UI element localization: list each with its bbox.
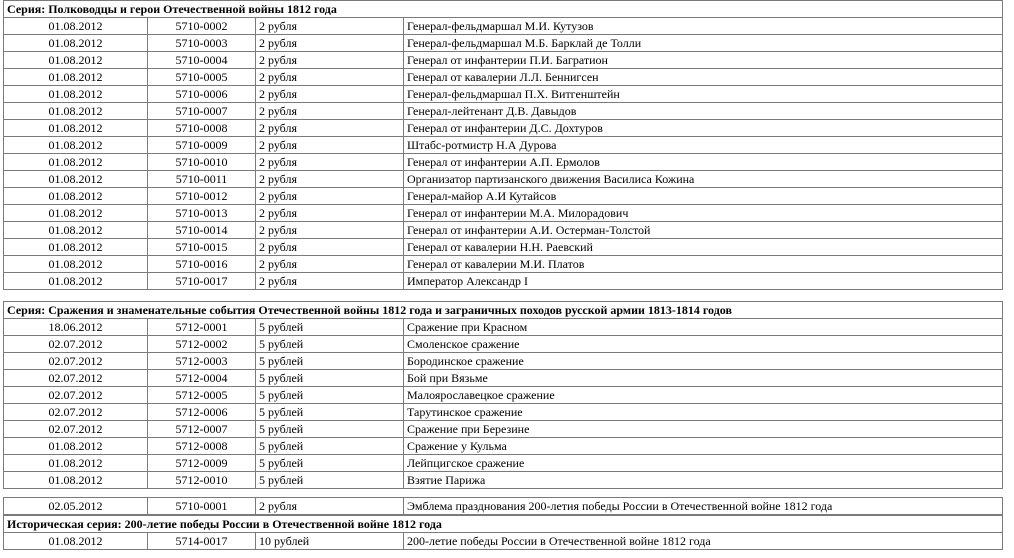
series-header-row: [4, 516, 1003, 533]
denomination-cell: 2 рубля: [256, 35, 404, 52]
coin-name-cell: Взятие Парижа: [404, 472, 1003, 489]
issue-date-cell: 01.08.2012: [4, 18, 148, 35]
issue-date-cell: 01.08.2012: [4, 438, 148, 455]
table-row: [4, 472, 1003, 489]
issue-date-cell: 01.08.2012: [4, 154, 148, 171]
table-row: [4, 256, 1003, 273]
table-row: [4, 137, 1003, 154]
denomination-cell: 5 рублей: [256, 319, 404, 336]
coin-name-cell: Генерал от инфантерии П.И. Багратион: [404, 52, 1003, 69]
series-table: [3, 0, 1003, 290]
series-title: Историческая серия: 200-летие победы России в Отечественной войне 1812 года: [4, 516, 1003, 533]
catalog-number-cell: 5712-0002: [148, 336, 256, 353]
issue-date-cell: 01.08.2012: [4, 472, 148, 489]
issue-date-cell: 01.08.2012: [4, 120, 148, 137]
catalog-number-cell: 5710-0015: [148, 239, 256, 256]
coin-name-cell: Генерал от кавалерии М.И. Платов: [404, 256, 1003, 273]
coin-name-cell: Генерал-фельдмаршал П.Х. Витгенштейн: [404, 86, 1003, 103]
catalog-number-cell: 5710-0011: [148, 171, 256, 188]
issue-date-cell: 02.07.2012: [4, 336, 148, 353]
issue-date-cell: 02.07.2012: [4, 421, 148, 438]
catalog-number-cell: 5710-0002: [148, 18, 256, 35]
catalog-number-cell: 5710-0006: [148, 86, 256, 103]
catalog-number-cell: 5710-0017: [148, 273, 256, 290]
denomination-cell: 2 рубля: [256, 188, 404, 205]
issue-date-cell: 01.08.2012: [4, 137, 148, 154]
table-row: [4, 438, 1003, 455]
issue-date-cell: 02.05.2012: [4, 498, 148, 515]
denomination-cell: 2 рубля: [256, 86, 404, 103]
catalog-number-cell: 5710-0009: [148, 137, 256, 154]
catalog-number-cell: 5714-0017: [148, 533, 256, 550]
coin-name-cell: Малоярославецкое сражение: [404, 387, 1003, 404]
table-row: [4, 35, 1003, 52]
table-row: [4, 498, 1003, 515]
coin-name-cell: Генерал от кавалерии Л.Л. Беннигсен: [404, 69, 1003, 86]
coin-name-cell: Генерал-фельдмаршал М.Б. Барклай де Толли: [404, 35, 1003, 52]
table-row: [4, 455, 1003, 472]
table-row: [4, 353, 1003, 370]
table-row: [4, 69, 1003, 86]
series-header-row: [4, 1, 1003, 18]
denomination-cell: 5 рублей: [256, 455, 404, 472]
issue-date-cell: 01.08.2012: [4, 69, 148, 86]
denomination-cell: 5 рублей: [256, 370, 404, 387]
coin-name-cell: Эмблема празднования 200-летия победы России в Отечественной войне 1812 года: [404, 498, 1003, 515]
denomination-cell: 5 рублей: [256, 472, 404, 489]
issue-date-cell: 01.08.2012: [4, 256, 148, 273]
catalog-number-cell: 5712-0005: [148, 387, 256, 404]
coin-name-cell: Бой при Вязьме: [404, 370, 1003, 387]
issue-date-cell: 01.08.2012: [4, 455, 148, 472]
table-row: [4, 336, 1003, 353]
catalog-number-cell: 5712-0010: [148, 472, 256, 489]
issue-date-cell: 18.06.2012: [4, 319, 148, 336]
denomination-cell: 5 рублей: [256, 353, 404, 370]
table-row: [4, 86, 1003, 103]
denomination-cell: 2 рубля: [256, 137, 404, 154]
catalog-number-cell: 5712-0004: [148, 370, 256, 387]
table-row: [4, 273, 1003, 290]
coin-name-cell: Смоленское сражение: [404, 336, 1003, 353]
table-row: [4, 120, 1003, 137]
denomination-cell: 5 рублей: [256, 421, 404, 438]
section-spacer: [3, 290, 1002, 301]
catalog-number-cell: 5712-0003: [148, 353, 256, 370]
series-table: [3, 497, 1003, 515]
table-row: [4, 154, 1003, 171]
issue-date-cell: 01.08.2012: [4, 533, 148, 550]
coin-name-cell: Генерал-лейтенант Д.В. Давыдов: [404, 103, 1003, 120]
catalog-number-cell: 5712-0001: [148, 319, 256, 336]
issue-date-cell: 02.07.2012: [4, 353, 148, 370]
coin-name-cell: Сражение при Красном: [404, 319, 1003, 336]
denomination-cell: 10 рублей: [256, 533, 404, 550]
denomination-cell: 2 рубля: [256, 154, 404, 171]
coin-name-cell: 200-летие победы России в Отечественной войне 1812 года: [404, 533, 1003, 550]
table-row: [4, 52, 1003, 69]
catalog-number-cell: 5710-0003: [148, 35, 256, 52]
catalog-number-cell: 5710-0010: [148, 154, 256, 171]
table-row: [4, 103, 1003, 120]
coin-name-cell: Генерал от инфантерии М.А. Милорадович: [404, 205, 1003, 222]
denomination-cell: 2 рубля: [256, 498, 404, 515]
coin-name-cell: Сражение у Кульма: [404, 438, 1003, 455]
denomination-cell: 2 рубля: [256, 273, 404, 290]
denomination-cell: 5 рублей: [256, 404, 404, 421]
denomination-cell: 2 рубля: [256, 120, 404, 137]
table-row: [4, 171, 1003, 188]
catalog-number-cell: 5710-0001: [148, 498, 256, 515]
section-spacer: [3, 489, 1002, 497]
denomination-cell: 2 рубля: [256, 256, 404, 273]
issue-date-cell: 01.08.2012: [4, 171, 148, 188]
denomination-cell: 2 рубля: [256, 52, 404, 69]
table-row: [4, 188, 1003, 205]
denomination-cell: 2 рубля: [256, 171, 404, 188]
coin-name-cell: Сражение при Березине: [404, 421, 1003, 438]
issue-date-cell: 01.08.2012: [4, 35, 148, 52]
coin-name-cell: Генерал от инфантерии Д.С. Дохтуров: [404, 120, 1003, 137]
catalog-number-cell: 5710-0016: [148, 256, 256, 273]
catalog-number-cell: 5710-0014: [148, 222, 256, 239]
issue-date-cell: 01.08.2012: [4, 103, 148, 120]
coin-name-cell: Штабс-ротмистр Н.А Дурова: [404, 137, 1003, 154]
catalog-number-cell: 5710-0013: [148, 205, 256, 222]
issue-date-cell: 01.08.2012: [4, 188, 148, 205]
series-table: [3, 301, 1003, 489]
table-row: [4, 319, 1003, 336]
catalog-number-cell: 5710-0012: [148, 188, 256, 205]
table-row: [4, 205, 1003, 222]
table-row: [4, 222, 1003, 239]
denomination-cell: 2 рубля: [256, 69, 404, 86]
table-row: [4, 239, 1003, 256]
coin-catalog: [3, 0, 1002, 550]
coin-name-cell: Тарутинское сражение: [404, 404, 1003, 421]
catalog-number-cell: 5712-0007: [148, 421, 256, 438]
denomination-cell: 5 рублей: [256, 336, 404, 353]
series-table: [3, 515, 1003, 550]
issue-date-cell: 01.08.2012: [4, 205, 148, 222]
series-title: Серия: Сражения и знаменательные события Отечественной войны 1812 года и заграничных походов русской армии 1813-1814 годов: [4, 302, 1003, 319]
table-row: [4, 370, 1003, 387]
coin-name-cell: Бородинское сражение: [404, 353, 1003, 370]
catalog-number-cell: 5712-0008: [148, 438, 256, 455]
series-header-row: [4, 302, 1003, 319]
issue-date-cell: 01.08.2012: [4, 86, 148, 103]
catalog-number-cell: 5710-0007: [148, 103, 256, 120]
catalog-number-cell: 5712-0009: [148, 455, 256, 472]
denomination-cell: 2 рубля: [256, 205, 404, 222]
issue-date-cell: 01.08.2012: [4, 52, 148, 69]
table-row: [4, 533, 1003, 550]
coin-name-cell: Генерал-майор А.И Кутайсов: [404, 188, 1003, 205]
denomination-cell: 2 рубля: [256, 222, 404, 239]
denomination-cell: 2 рубля: [256, 18, 404, 35]
table-row: [4, 18, 1003, 35]
coin-name-cell: Генерал от кавалерии Н.Н. Раевский: [404, 239, 1003, 256]
denomination-cell: 5 рублей: [256, 387, 404, 404]
issue-date-cell: 01.08.2012: [4, 273, 148, 290]
catalog-number-cell: 5710-0004: [148, 52, 256, 69]
denomination-cell: 2 рубля: [256, 103, 404, 120]
coin-name-cell: Лейпцигское сражение: [404, 455, 1003, 472]
table-row: [4, 404, 1003, 421]
coin-name-cell: Генерал от инфантерии А.И. Остерман-Толстой: [404, 222, 1003, 239]
coin-name-cell: Организатор партизанского движения Василиса Кожина: [404, 171, 1003, 188]
catalog-number-cell: 5712-0006: [148, 404, 256, 421]
issue-date-cell: 02.07.2012: [4, 404, 148, 421]
issue-date-cell: 01.08.2012: [4, 239, 148, 256]
series-title: Серия: Полководцы и герои Отечественной войны 1812 года: [4, 1, 1003, 18]
issue-date-cell: 02.07.2012: [4, 387, 148, 404]
coin-name-cell: Император Александр I: [404, 273, 1003, 290]
catalog-number-cell: 5710-0005: [148, 69, 256, 86]
catalog-number-cell: 5710-0008: [148, 120, 256, 137]
issue-date-cell: 01.08.2012: [4, 222, 148, 239]
denomination-cell: 5 рублей: [256, 438, 404, 455]
table-row: [4, 421, 1003, 438]
table-row: [4, 387, 1003, 404]
coin-name-cell: Генерал от инфантерии А.П. Ермолов: [404, 154, 1003, 171]
coin-name-cell: Генерал-фельдмаршал М.И. Кутузов: [404, 18, 1003, 35]
issue-date-cell: 02.07.2012: [4, 370, 148, 387]
denomination-cell: 2 рубля: [256, 239, 404, 256]
